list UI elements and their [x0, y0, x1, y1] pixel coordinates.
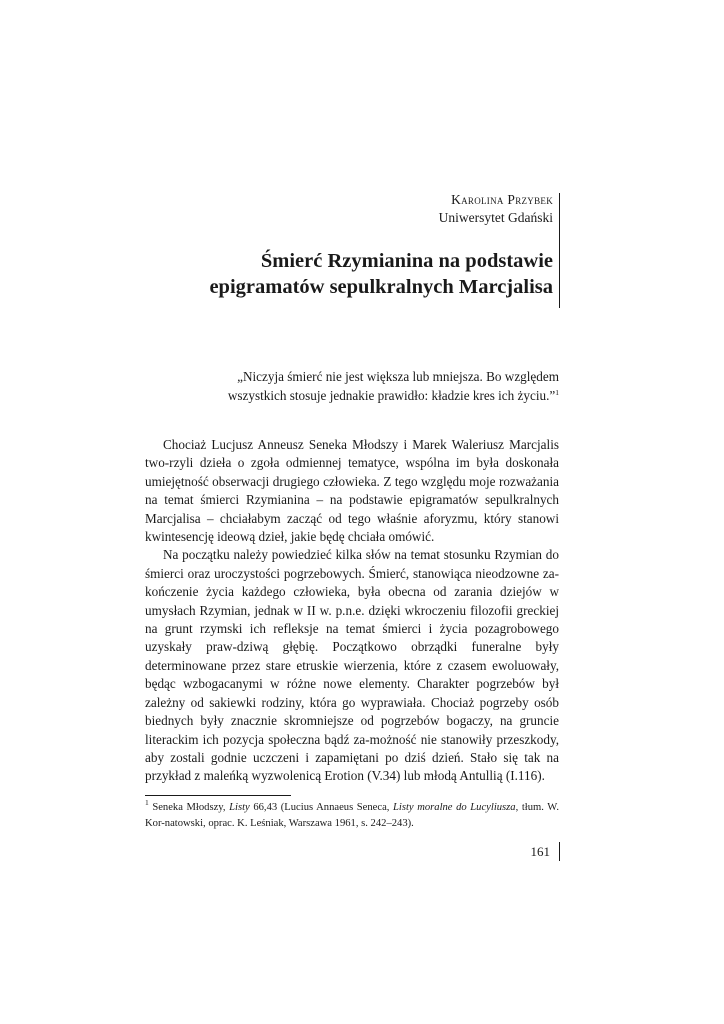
article-title-line-2: epigramatów sepulkralnych Marcjalisa: [209, 276, 553, 298]
footnote-text-b: 66,43 (Lucius Annaeus Seneca,: [249, 802, 394, 813]
epigraph-line-2-text: wszystkich stosuje jednakie prawidło: kładzie kres ich życiu.”: [227, 387, 556, 403]
body-paragraph: Na początku należy powiedzieć kilka słów na temat stosunku Rzymian do śmierci oraz uroczystości pogrzebowych. Śmierć, stanowiąca nieodzowne za-kończenie życia każdego człowieka, była obecna od zarania dziejów w umysłach Rzymian, jednak w II w. p.n.e. dzięki wkroczeniu filozofii greckiej na grunt rzymski ich refleksje na temat śmierci i życia pozagrobowego uzyskały praw-dziwą głębię. Początkowo obrządki funeralne były determinowane przez stare etruskie wierzenia, które z czasem ewoluowały, będąc wzbogacanymi w różne nowe elementy. Charakter pogrzebów był zależny od sakiewki rodziny, która go wyprawiała. Chociaż pogrzeby osób biednych były znacznie skromniejsze od pogrzebów bogaczy, na gruncie literackim ich pozycja społeczna bądź za-możność nie stanowiły przeszkody, aby zostali godnie uczczeni i zapamiętani po dziś dzień. Stało się tak na przykład z maleńką wyzwolenicą Erotion (V.34) lub młodą Antullią (I.116).: [145, 547, 559, 784]
epigraph-line-2: [200, 387, 559, 406]
header-vertical-rule: [559, 193, 560, 308]
article-title-line-1: Śmierć Rzymianina na podstawie: [260, 250, 553, 272]
footnote-edition-title: Listy moralne do Lucyliusza: [393, 802, 516, 813]
page-number-rule: [559, 842, 560, 861]
footnote-separator: [145, 795, 291, 796]
article-title: [180, 248, 553, 300]
footnote-text-a: Seneka Młodszy,: [148, 802, 230, 813]
footnote-text: [145, 800, 559, 831]
author-affiliation: Uniwersytet Gdański: [438, 210, 553, 225]
epigraph: [200, 368, 559, 405]
footnote-number: 1: [145, 798, 149, 807]
body-text: [145, 436, 559, 786]
footnote: [145, 800, 559, 831]
epigraph-line-1: „Niczyja śmierć nie jest większa lub mniejsza. Bo względem: [237, 369, 559, 384]
page-number: 161: [530, 844, 550, 859]
footnote-work-title: Listy: [229, 802, 250, 813]
body-paragraph: Chociaż Lucjusz Anneusz Seneka Młodszy i Marek Waleriusz Marcjalis two-rzyli dzieła o zgoła odmiennej tematyce, wspólna im była doskonała umiejętność obserwacji drugiego człowieka. Z tego względu moje rozważania na temat śmierci Rzymianina – na podstawie epigramatów sepulkralnych Marcjalisa – chciałabym zacząć od tego właśnie aforyzmu, który stanowi kwintesencję ideową dzieł, jakie będę chciała omówić.: [145, 437, 559, 545]
author-name: Karolina Przybek: [451, 192, 553, 207]
footnote-text-c: , tłum. W. Kor-natowski, oprac. K. Leśniak, Warszawa 1961, s. 242–243).: [145, 802, 559, 829]
epigraph-footnote-ref: 1: [555, 387, 559, 397]
article-header: [180, 191, 553, 300]
